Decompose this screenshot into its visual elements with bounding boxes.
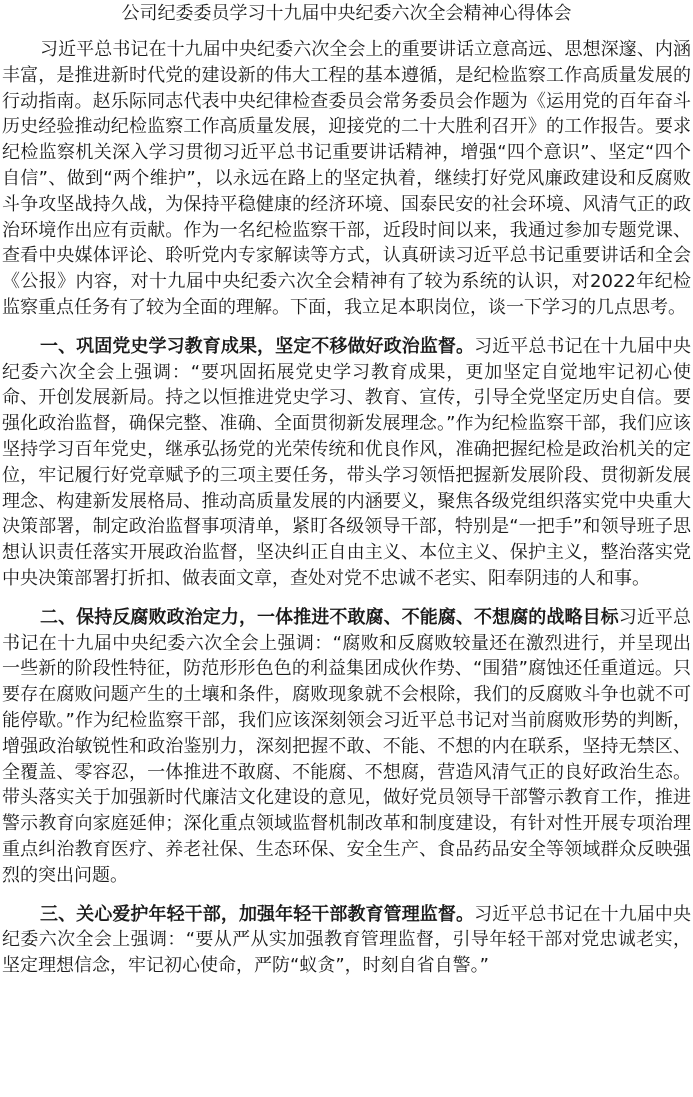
section-1-paragraph xyxy=(0,334,693,592)
document-title: 公司纪委委员学习十九届中央纪委六次全会精神心得体会 xyxy=(121,3,572,24)
intro-paragraph: 习近平总书记在十九届中央纪委六次全会上的重要讲话立意高远、思想深邃、内涵丰富，是推进新时代党的建设新的伟大工程的基本遵循，是纪检监察工作高质量发展的行动指南。赵乐际同志代表中央纪律检查委员会常务委员会作题为《运用党的百年奋斗历史经验推动纪检监察工作高质量发展，迎接党的二十大胜利召开》的工作报告。要求纪检监察机关深入学习贯彻习近平总书记重要讲话精神，增强“四个意识”、坚定“四个自信”、做到“两个维护”，以永远在路上的坚定执着，继续打好党风廉政建设和反腐败斗争攻坚战持久战，为保持平稳健康的经济环境、国泰民安的社会环境、风清气正的政治环境作出应有贡献。作为一名纪检监察干部，近段时间以来，我通过参加专题党课、查看中央媒体评论、聆听党内专家解读等方式，认真研读习近平总书记重要讲话和全会《公报》内容，对十九届中央纪委六次全会精神有了较为系统的认识，对2022年纪检监察重点任务有了较为全面的理解。下面，我立足本职岗位，谈一下学习的几点思考。 xyxy=(2,39,691,318)
section-3-body: 习近平总书记在十九届中央纪委六次全会上强调：“要从严从实加强教育管理监督，引导年轻干部对党忠诚老实，坚定理想信念，牢记初心使命，严防“蚁贪”，时刻自省自警。” xyxy=(2,903,692,977)
section-1-body: 习近平总书记在十九届中央纪委六次全会上强调：“要巩固拓展党史学习教育成果，更加坚定自觉地牢记初心使命、开创发展新局。持之以恒推进党史学习、教育、宣传，引导全党坚定历史自信。要强化政治监督，确保完整、准确、全面贯彻新发展理念。”作为纪检监察干部，我们应该坚持学习百年党史，继承弘扬党的光荣传统和优良作风，准确把握纪检是政治机关的定位，牢记履行好党章赋予的三项主要任务，带头学习领悟把握新发展阶段、贯彻新发展理念、构建新发展格局、推动高质量发展的内涵要义，聚焦各级党组织落实党中央重大决策部署，制定政治监督事项清单，紧盯各级领导干部，特别是“一把手”和领导班子思想认识责任落实开展政治监督，坚决纠正自由主义、本位主义、保护主义，整治落实党中央决策部署打折扣、做表面文章，查处对党不忠诚不老实、阳奉阴违的人和事。 xyxy=(2,335,692,589)
section-1-heading: 一、巩固党史学习教育成果，坚定不移做好政治监督。 xyxy=(40,335,475,357)
section-2-heading: 二、保持反腐败政治定力，一体推进不敢腐、不能腐、不想腐的战略目标 xyxy=(40,606,619,628)
section-3-paragraph xyxy=(0,902,693,979)
section-2-paragraph xyxy=(0,605,693,889)
section-3-heading: 三、关心爱护年轻干部，加强年轻干部教育管理监督。 xyxy=(40,903,475,925)
section-2-body: 习近平总书记在十九届中央纪委六次全会上强调：“腐败和反腐败较量还在激烈进行，并呈现出一些新的阶段性特征，防范形形色色的利益集团成伙作势、“围猎”腐蚀还任重道远。只要存在腐败问题产生的土壤和条件，腐败现象就不会根除，我们的反腐败斗争也就不可能停歇。”作为纪检监察干部，我们应该深刻领会习近平总书记对当前腐败形势的判断，增强政治敏锐性和政治鉴别力，深刻把握不敢、不能、不想的内在联系，坚持无禁区、全覆盖、零容忍，一体推进不敢腐、不能腐、不想腐，营造风清气正的良好政治生态。带头落实关于加强新时代廉洁文化建设的意见，做好党员领导干部警示教育工作，推进警示教育向家庭延伸；深化重点领域监督机制改革和制度建设，有针对性开展专项治理重点纠治教育医疗、养老社保、生态环保、安全生产、食品药品安全等领域群众反映强烈的突出问题。 xyxy=(2,606,692,886)
